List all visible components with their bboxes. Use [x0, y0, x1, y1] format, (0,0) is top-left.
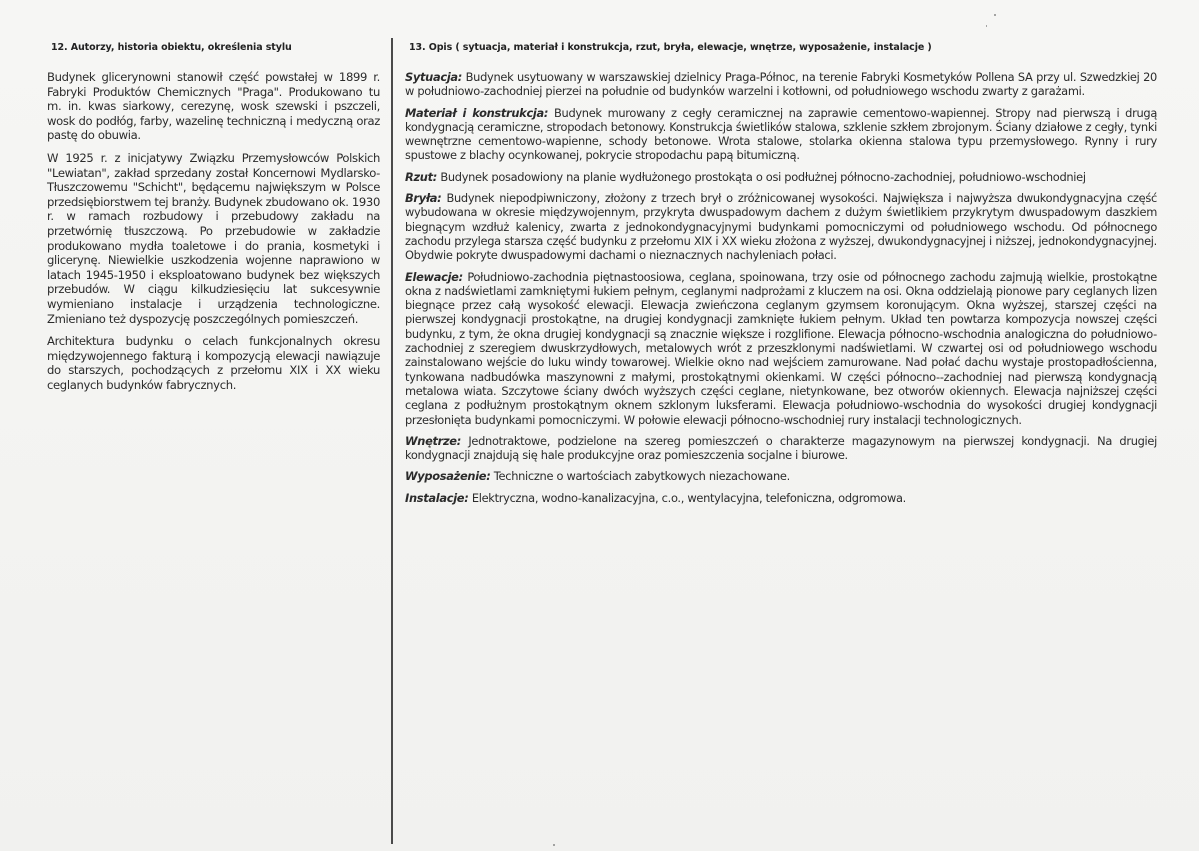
section-heading-13: 13. Opis ( sytuacja, materiał i konstrukcja, rzut, bryła, elewacje, wnętrze, wyposażenie, instalacje ): [409, 42, 932, 53]
left-column: [47, 42, 380, 400]
description-situation: [405, 70, 1157, 99]
massing-text: Budynek niepodpiwniczony, złożony z trzech brył o zróżnicowanej wysokości. Największa i najwyższa dwukondygnacyjna część wybudowana w okresie międzywojennym, przykryta dwuspadowym dachem z dużym świetlikiem przykrytym dwuspadowym daszkiem biegnącym wzdłuż kalenicy, zwarta z jednokondygnacyjnymi budynkami pomocniczymi od południowego wschodu. Od północnego zachodu przylega starsza część budynku z przełomu XIX i XX wieku złożona z wyższej, dwukondygnacyjnej i niższej, jednokondygnacyjnej. Obydwie pokryte dwuspadowymi dachami o nieznacznych nachyleniach połaci.: [405, 191, 1157, 263]
description-interior: [405, 434, 1157, 463]
scan-speck: [986, 25, 987, 27]
description-massing: [405, 191, 1157, 262]
scan-speck: [994, 14, 996, 16]
situation-label: Sytuacja:: [405, 70, 463, 84]
elevations-label: Elewacje:: [405, 269, 463, 284]
history-paragraph-1: Budynek glicerynowni stanowił część powstałej w 1899 r. Fabryki Produktów Chemicznych "Praga". Produkowano tu m. in. kwas siarkowy, cerezynę, wosk szewski i pszczeli, wosk do podłóg, farby, wazelinę techniczną i medyczną oraz pastę do obuwia.: [47, 70, 380, 143]
right-column: [405, 42, 1157, 512]
interior-text: Jednotraktowe, podzielone na szereg pomieszczeń o charakterze magazynowym na pierwszej kondygnacji. Na drugiej kondygnacji znajdują się hale produkcyjne oraz pomieszczenia socjalne i biurowe.: [405, 433, 1157, 463]
history-paragraph-3: Architektura budynku o celach funkcjonalnych okresu międzywojennego fakturą i kompozycją elewacji nawiązuje do starszych, pochodzących z przełomu XIX i XX wieku ceglanych budynków fabrycznych.: [47, 334, 380, 392]
description-elevations: [405, 270, 1157, 427]
equipment-text: Techniczne o wartościach zabytkowych niezachowane.: [490, 469, 790, 484]
section-heading-12: 12. Autorzy, historia obiektu, określenia stylu: [51, 42, 292, 53]
situation-text: Budynek usytuowany w warszawskiej dzielnicy Praga-Północ, na terenie Fabryki Kosmetyków Pollena SA przy ul. Szwedzkiej 20 w południowo-zachodniej pierzei na południe od budynków warzelni i kotłowni, od południowego wschodu zwarty z garażami.: [405, 70, 1157, 99]
elevations-text: Południowo-zachodnia piętnastoosiowa, ceglana, spoinowana, trzy osie od północnego zachodu zajmują wielkie, prostokątne okna z nadświetlami zamkniętymi łukiem pełnym, ceglanymi nadprożami z kluczem na osi. Okna oddzielają pionowe pary ceglanych lizen biegnące przez całą wysokość elewacji. Elewacja zwieńczona ceglanym gzymsem koronującym. Okna wyższej, starszej części na pierwszej kondygnacji prostokątne, na drugiej kondygnacji zamknięte łukiem pełnym. Układ ten powtarza kompozycja nowszej części budynku, z tym, że okna drugiej kondygnacji są znacznie większe i rozglifione. Elewacja północno-wschodnia analogiczna do południowo-zachodniej z szeregiem dwuskrzydłowych, metalowych wrót z przeszklonymi nadświetlami. W czwartej osi od południowego wschodu zainstalowano wejście do luku windy towarowej. Wielkie okno nad wejściem zamurowane. Nad połać dachu wystaje prostopadłościenna, tynkowana nadbudówka maszynowni z małymi, prostokątnymi okienkami. W części północno--zachodniej nad pierwszą kondygnacją metalowa wiata. Szczytowe ściany dwóch wyższych części ceglane, nietynkowane, bez otworów okiennych. Elewacja najniższej części ceglana z podłużnym prostokątnym oknem szklonym luksferami. Elewacja południowo-wschodnia do wysokości drugiej kondygnacji przesłonięta budynkami pomocniczymi. W połowie elewacji północno-wschodniej rury instalacji technologicznych.: [405, 269, 1157, 427]
material-text: Budynek murowany z cegły ceramicznej na zaprawie cementowo-wapiennej. Stropy nad pierwszą i drugą kondygnacją ceramiczne, stropodach betonowy. Konstrukcja świetlików stalowa, szklenie szkłem zbrojonym. Ściany działowe z cegły, tynki wewnętrzne cementowo-wapienne, schody betonowe. Wrota stalowe, stolarka okienna stalowa typu przemysłowego. Rynny i rury spustowe z blachy ocynkowanej, pokrycie stropodachu papą bitumiczną.: [405, 105, 1158, 163]
description-plan: [405, 170, 1157, 184]
column-divider: [391, 38, 393, 844]
scan-speck: [553, 844, 555, 846]
equipment-label: Wyposażenie:: [405, 469, 491, 484]
plan-text: Budynek posadowiony na planie wydłużonego prostokąta o osi podłużnej północno-zachodniej, południowo-wschodniej: [437, 169, 1086, 184]
installations-label: Instalacje:: [405, 490, 469, 505]
description-material: [405, 106, 1157, 163]
history-paragraph-2: W 1925 r. z inicjatywy Związku Przemysłowców Polskich "Lewiatan", zakład sprzedany został Koncernowi Mydlarsko-Tłuszczowemu "Schicht", będącemu największym w Polsce przedsiębiorstwem tej branży. Budynek zbudowano ok. 1930 r. w ramach rozbudowy i przebudowy zakładu na przetwórnię tłuszczową. Po przebudowie w zakładzie produkowano mydła toaletowe i do prania, kosmetyki i glicerynę. Niewielkie uszkodzenia wojenne naprawiono w latach 1945-1950 i eksploatowano budynek bez większych przebudów. W ciągu kilkudziesięciu lat sukcesywnie wymieniano instalacje i urządzenia technologiczne. Zmieniano też dyspozycję poszczególnych pomieszczeń.: [47, 150, 380, 326]
massing-label: Bryła:: [405, 191, 442, 206]
installations-text: Elektryczna, wodno-kanalizacyjna, c.o., wentylacyjna, telefoniczna, odgromowa.: [468, 490, 906, 505]
plan-label: Rzut:: [405, 169, 438, 184]
description-installations: [405, 491, 1157, 505]
description-equipment: [405, 469, 1157, 483]
material-label: Materiał i konstrukcja:: [405, 105, 549, 120]
interior-label: Wnętrze:: [405, 433, 461, 448]
